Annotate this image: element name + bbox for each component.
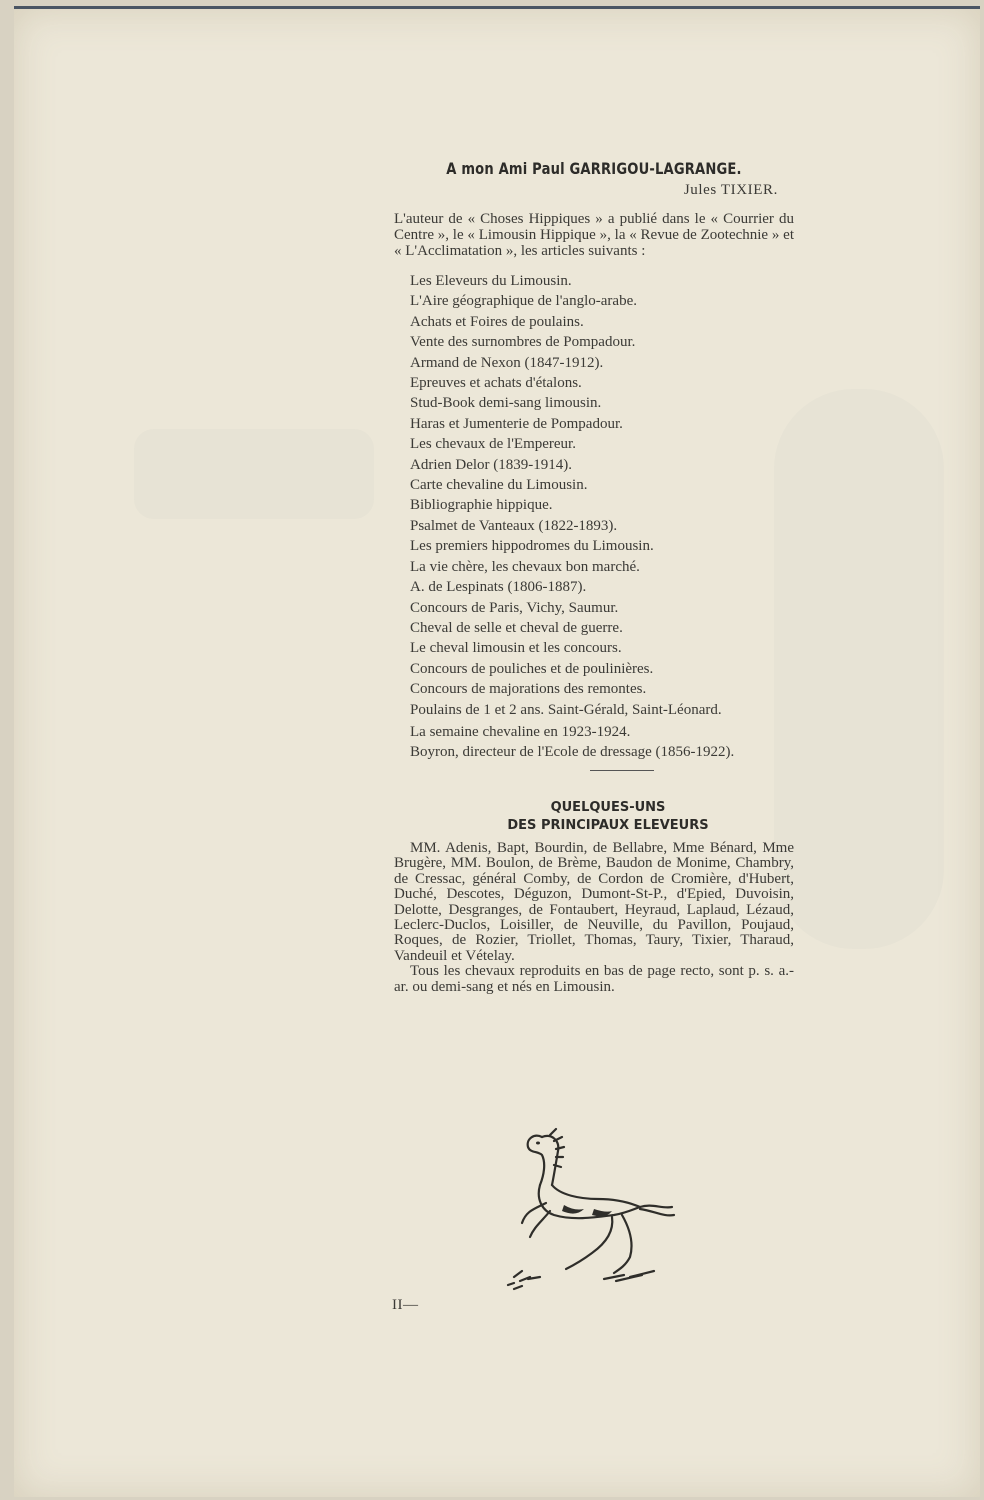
section-heading-line: QUELQUES-UNS — [550, 799, 666, 815]
horse-illustration — [494, 1119, 684, 1294]
page-number: II— — [392, 1297, 419, 1313]
show-through-decoration — [774, 389, 944, 949]
signature: Jules TIXIER. — [683, 182, 778, 198]
list-item: Epreuves et achats d'étalons. — [410, 375, 582, 392]
intro-paragraph: L'auteur de « Choses Hippiques » a publié dans le « Courrier du Centre », le « Limousin Hippique », la « Revue de Zootechnie » et « L'Acclimatation », les articles suivants : — [394, 211, 794, 259]
breeders-paragraph: MM. Adenis, Bapt, Bourdin, de Bellabre, Mme Bénard, Mme Brugère, MM. Boulon, de Brème, Baudon de Monime, Chambry, de Cressac, général Comby, de Cordon de Cromière, d'Hubert, Duché, Descotes, Déguzon, Dumont-St-P., d'Epied, Duvoisin, Delotte, Desgranges, de Fontaubert, Heyraud, Laplaud, Lézaud, Leclerc-Duclos, Loisiller, de Neuville, du Pavillon, Poujaud, Roques, de Rozier, Triollet, Thomas, Taury, Tixier, Tharaud, Vandeuil et Vételay. — [394, 839, 794, 964]
note-paragraph: Tous les chevaux reproduits en bas de page recto, sont p. s. a.-ar. ou demi-sang et nés en Limousin. — [394, 963, 794, 995]
text-column — [394, 159, 794, 995]
section-heading — [408, 799, 808, 835]
list-item: Adrien Delor (1839-1914). — [410, 456, 573, 473]
list-item: Les Eleveurs du Limousin. — [410, 273, 572, 289]
list-item: Concours de majorations des remontes. — [410, 681, 647, 698]
list-item: Vente des surnombres de Pompadour. — [410, 334, 636, 351]
list-item: La vie chère, les chevaux bon marché. — [410, 558, 640, 575]
list-item: Carte chevaline du Limousin. — [410, 477, 588, 494]
articles-list — [410, 271, 794, 760]
list-item: Poulains de 1 et 2 ans. Saint-Gérald, Saint-Léonard. — [410, 701, 722, 718]
list-item: Les premiers hippodromes du Limousin. — [410, 538, 654, 555]
dedication: A mon Ami Paul GARRIGOU-LAGRANGE. — [446, 159, 742, 178]
section-divider — [590, 770, 654, 771]
section-heading-line: DES PRINCIPAUX ELEVEURS — [507, 817, 709, 833]
list-item: Les chevaux de l'Empereur. — [410, 436, 576, 453]
list-item: Le cheval limousin et les concours. — [410, 640, 622, 657]
list-item: Boyron, directeur de l'Ecole de dressage (1856-1922). — [410, 743, 735, 760]
list-item: Concours de pouliches et de poulinières. — [410, 660, 654, 677]
list-item: A. de Lespinats (1806-1887). — [410, 579, 587, 596]
list-item: La semaine chevaline en 1923-1924. — [410, 723, 631, 740]
list-item: Bibliographie hippique. — [410, 497, 553, 514]
list-item: Haras et Jumenterie de Pompadour. — [410, 415, 623, 432]
list-item: Armand de Nexon (1847-1912). — [410, 354, 604, 371]
show-through-decoration — [134, 429, 374, 519]
list-item: L'Aire géographique de l'anglo-arabe. — [410, 293, 637, 310]
list-item: Psalmet de Vanteaux (1822-1893). — [410, 517, 618, 534]
list-item: Achats et Foires de poulains. — [410, 313, 584, 330]
list-item: Stud-Book demi-sang limousin. — [410, 395, 602, 412]
list-item: Concours de Paris, Vichy, Saumur. — [410, 599, 619, 616]
list-item: Cheval de selle et cheval de guerre. — [410, 619, 623, 636]
show-through-decoration — [134, 429, 163, 534]
document-page — [14, 6, 980, 1497]
